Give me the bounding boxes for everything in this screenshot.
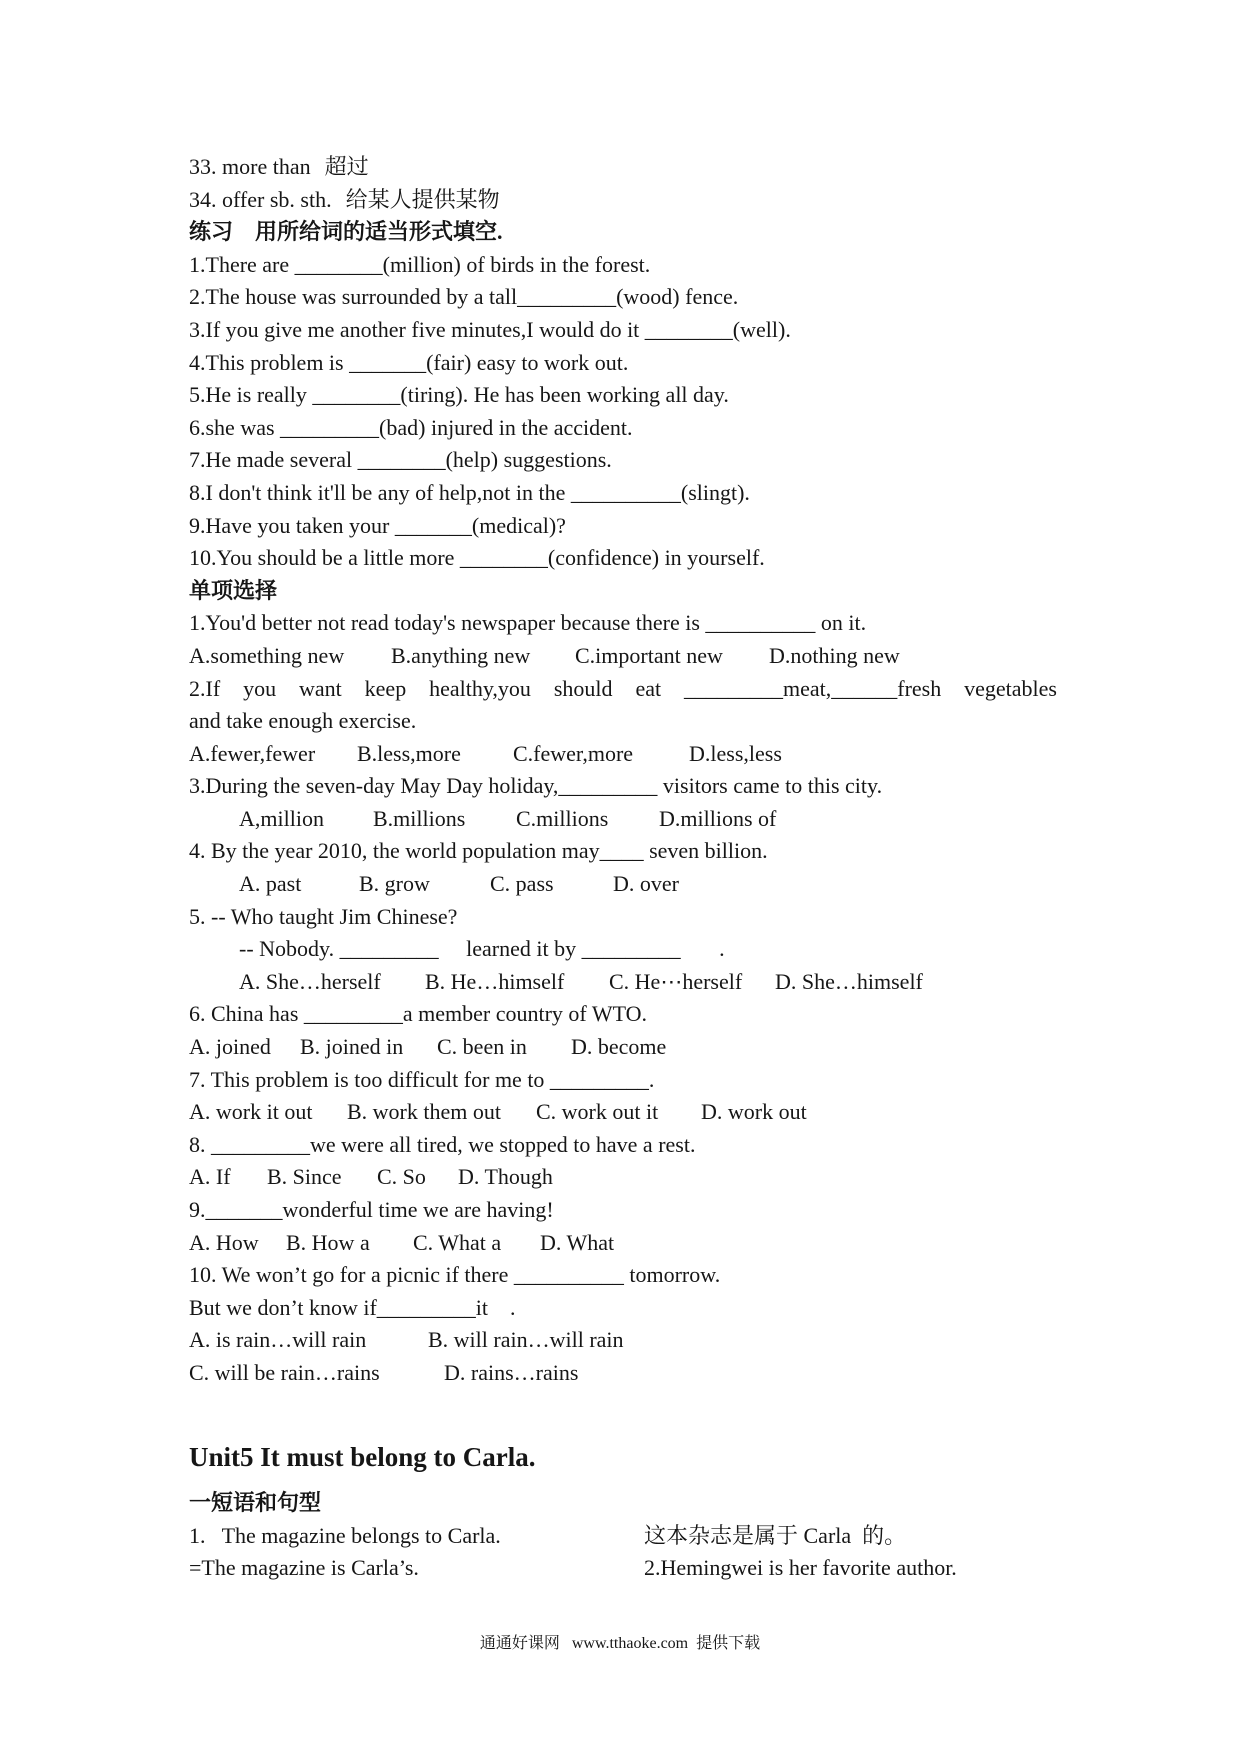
option-d: D.nothing new: [769, 642, 900, 668]
question-stem: 3.During the seven-day May Day holiday,_________ visitors came to this city.: [189, 773, 883, 799]
option-d: D. work out: [701, 1099, 807, 1125]
option-c: C.millions: [516, 805, 609, 831]
option-row: [189, 1031, 1057, 1064]
question-stem: -- Nobody. _________ learned it by _________ .: [239, 936, 725, 962]
option-c: C. been in: [437, 1034, 527, 1060]
option-a: A. She…herself: [239, 968, 381, 994]
question-stem: 5. -- Who taught Jim Chinese?: [189, 903, 458, 929]
phrase-row: [189, 1552, 1057, 1585]
option-d: D.millions of: [659, 805, 777, 831]
option-c: C.fewer,more: [513, 740, 634, 766]
fill-in-item: 3.If you give me another five minutes,I would do it ________(well).: [189, 316, 791, 342]
unit-title: Unit5 It must belong to Carla.: [189, 1442, 536, 1472]
vocab-gloss: 给某人提供某物: [345, 186, 500, 212]
question-stem: 7. This problem is too difficult for me to _________.: [189, 1066, 655, 1092]
option-d: D. become: [571, 1034, 667, 1060]
option-c: C. What a: [413, 1229, 502, 1255]
option-b: B.less,more: [357, 740, 461, 766]
phrase-row-right: 2.Hemingwei is her favorite author.: [644, 1555, 957, 1581]
question-stem: and take enough exercise.: [189, 708, 417, 734]
option-b: B. Since: [267, 1164, 342, 1190]
unit-section: [189, 1439, 1057, 1585]
option-row: [189, 1227, 1057, 1260]
option-d: D. rains…rains: [444, 1359, 579, 1385]
question-stem: 1.You'd better not read today's newspaper because there is __________ on it.: [189, 610, 867, 636]
option-c: C. So: [377, 1164, 426, 1190]
option-row: [189, 640, 1057, 673]
vocab-phrase: 33. more than: [189, 154, 311, 179]
option-row: [189, 738, 1057, 771]
fill-in-heading: 练习 用所给词的适当形式填空.: [189, 219, 503, 245]
section-heading: 一短语和句型: [189, 1490, 322, 1515]
option-row: [189, 1324, 1057, 1357]
option-b: B.millions: [373, 805, 466, 831]
fill-in-item: 10.You should be a little more ________(confidence) in yourself.: [189, 545, 765, 571]
option-row: [189, 1161, 1057, 1194]
fill-in-item: 8.I don't think it'll be any of help,not in the __________(slingt).: [189, 479, 750, 505]
option-c: C. He⋯herself: [609, 968, 743, 994]
fill-in-item: 4.This problem is _______(fair) easy to work out.: [189, 349, 629, 375]
question-stem: 6. China has _________a member country of WTO.: [189, 1001, 648, 1027]
option-a: A,million: [239, 805, 324, 831]
phrase-row-left: 1. The magazine belongs to Carla.: [189, 1522, 501, 1548]
option-row: [189, 868, 1057, 901]
phrase-row-right: 这本杂志是属于 Carla 的。: [644, 1522, 907, 1548]
option-b: B. How a: [286, 1229, 370, 1255]
option-a: A. How: [189, 1229, 259, 1255]
question-stem: 4. By the year 2010, the world population may____ seven billion.: [189, 838, 768, 864]
option-b: B.anything new: [391, 642, 531, 668]
vocab-phrase: 34. offer sb. sth.: [189, 186, 332, 212]
phrase-row-left: =The magazine is Carla’s.: [189, 1555, 419, 1581]
footer-credit: 通通好课网 www.tthaoke.com 提供下载: [479, 1635, 761, 1652]
option-a: A.fewer,fewer: [189, 740, 316, 766]
question-stem: 8. _________we were all tired, we stopped to have a rest.: [189, 1131, 696, 1157]
option-b: B. work them out: [347, 1099, 501, 1125]
option-a: A. work it out: [189, 1099, 313, 1125]
question-stem: 2.If you want keep healthy,you should eat _________meat,______fresh vegetables: [189, 675, 1057, 701]
question-stem: But we don’t know if_________it .: [189, 1294, 516, 1320]
vocab-item: [189, 151, 1057, 184]
option-b: B. will rain…will rain: [428, 1327, 624, 1353]
option-a: A. If: [189, 1164, 231, 1190]
question-stem: 9._______wonderful time we are having!: [189, 1197, 554, 1222]
option-d: D. She…himself: [775, 968, 923, 994]
vocab-gloss: 超过: [324, 154, 369, 179]
fill-in-item: 5.He is really ________(tiring). He has been working all day.: [189, 382, 729, 408]
option-row: [189, 1096, 1057, 1129]
option-d: D. Though: [458, 1164, 553, 1190]
option-d: D. over: [613, 871, 679, 897]
option-row: [189, 1357, 1057, 1390]
option-c: C. will be rain…rains: [189, 1359, 380, 1385]
option-a: A. past: [239, 871, 302, 897]
option-b: B. He…himself: [425, 968, 565, 994]
option-b: B. grow: [359, 871, 430, 897]
option-c: C.important new: [575, 642, 723, 668]
fill-in-item: 1.There are ________(million) of birds in the forest.: [189, 251, 651, 277]
fill-in-item: 2.The house was surrounded by a tall_________(wood) fence.: [189, 284, 739, 310]
fill-in-item: 9.Have you taken your _______(medical)?: [189, 512, 566, 538]
option-row: [189, 803, 1057, 836]
option-row: [189, 966, 1057, 999]
fill-in-item: 6.she was _________(bad) injured in the accident.: [189, 414, 633, 440]
option-c: C. pass: [490, 871, 554, 897]
phrase-row: [189, 1520, 1057, 1553]
option-c: C. work out it: [536, 1099, 659, 1125]
option-d: D. What: [540, 1229, 615, 1255]
vocab-item: [189, 184, 1057, 217]
worksheet-body: [189, 151, 1057, 1390]
option-d: D.less,less: [689, 740, 782, 766]
option-b: B. joined in: [300, 1034, 404, 1060]
multiple-choice-heading: 单项选择: [189, 577, 278, 603]
option-a: A. joined: [189, 1034, 271, 1060]
option-a: A.something new: [189, 642, 345, 668]
fill-in-item: 7.He made several ________(help) suggestions.: [189, 447, 612, 473]
option-a: A. is rain…will rain: [189, 1327, 367, 1353]
question-stem: 10. We won’t go for a picnic if there __________ tomorrow.: [189, 1262, 721, 1288]
